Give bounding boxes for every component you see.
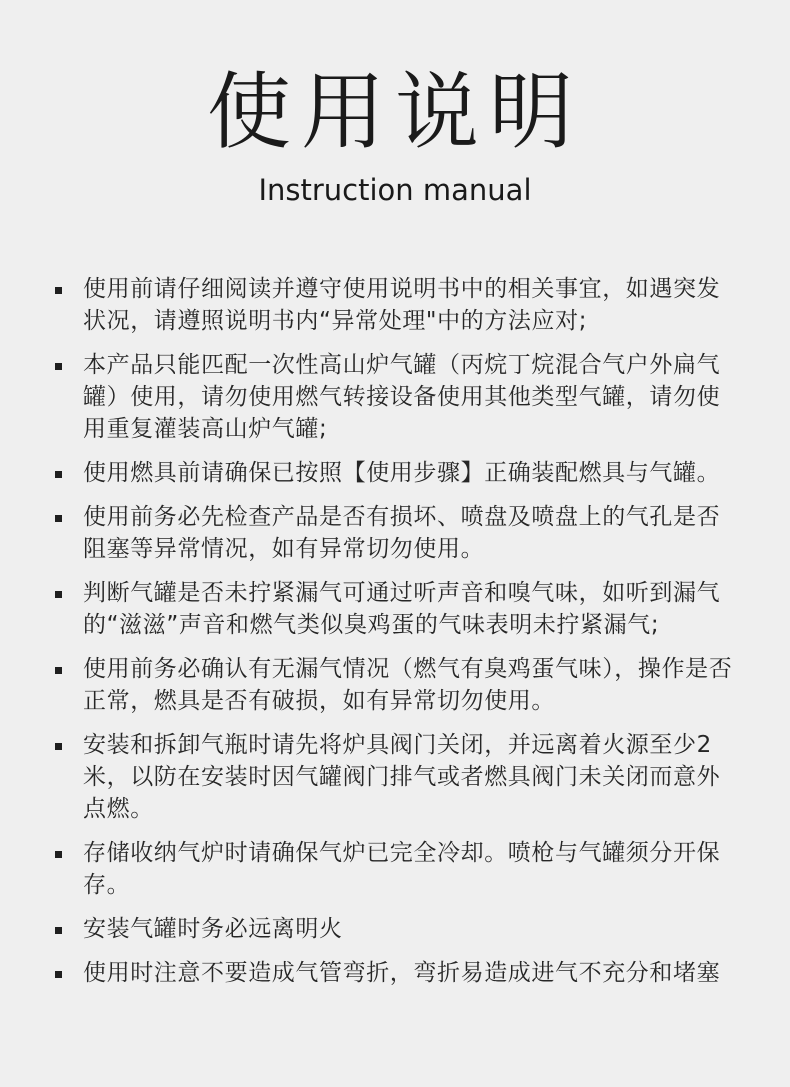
bullet-square-icon	[55, 667, 62, 674]
list-item-text: 使用前务必先检查产品是否有损坏、喷盘及喷盘上的气孔是否阻塞等异常情况，如有异常切勿使用。	[83, 504, 721, 562]
list-item-text: 使用燃具前请确保已按照【使用步骤】正确装配燃具与气罐。	[83, 460, 721, 486]
list-item	[52, 653, 742, 717]
bullet-square-icon	[55, 743, 62, 750]
list-item	[52, 577, 742, 641]
list-item-text: 使用前务必确认有无漏气情况（燃气有臭鸡蛋气味），操作是否正常，燃具是否有破损，如有异常切勿使用。	[83, 656, 733, 714]
list-item-text: 本产品只能匹配一次性高山炉气罐（丙烷丁烷混合气户外扁气罐）使用，请勿使用燃气转接设备使用其他类型气罐，请勿使用重复灌装高山炉气罐;	[83, 352, 721, 442]
list-item-text: 使用时注意不要造成气管弯折，弯折易造成进气不充分和堵塞	[83, 960, 721, 986]
bullet-square-icon	[55, 287, 62, 294]
bullet-square-icon	[55, 363, 62, 370]
bullet-square-icon	[55, 927, 62, 934]
list-item-text: 存储收纳气炉时请确保气炉已完全冷却。喷枪与气罐须分开保存。	[83, 840, 721, 898]
instruction-list	[52, 273, 742, 1001]
bullet-square-icon	[55, 971, 62, 978]
list-item	[52, 729, 742, 825]
list-item	[52, 457, 742, 489]
bullet-square-icon	[55, 515, 62, 522]
list-item-text: 安装气罐时务必远离明火	[83, 916, 343, 942]
list-item-text: 安装和拆卸气瓶时请先将炉具阀门关闭，并远离着火源至少2米，以防在安装时因气罐阀门排气或者燃具阀门未关闭而意外点燃。	[83, 732, 721, 822]
list-item	[52, 501, 742, 565]
list-item-text: 判断气罐是否未拧紧漏气可通过听声音和嗅气味，如听到漏气的“滋滋”声音和燃气类似臭鸡蛋的气味表明未拧紧漏气;	[83, 580, 721, 638]
page-subtitle: Instruction manual	[258, 173, 532, 207]
list-item	[52, 913, 742, 945]
list-item-text: 使用前请仔细阅读并遵守使用说明书中的相关事宜，如遇突发状况，请遵照说明书内“异常处理"中的方法应对;	[83, 276, 721, 334]
page-title: 使用说明	[206, 63, 583, 161]
list-item	[52, 837, 742, 901]
bullet-square-icon	[55, 851, 62, 858]
bullet-square-icon	[55, 591, 62, 598]
list-item	[52, 273, 742, 337]
bullet-square-icon	[55, 471, 62, 478]
list-item	[52, 957, 742, 989]
list-item	[52, 349, 742, 445]
